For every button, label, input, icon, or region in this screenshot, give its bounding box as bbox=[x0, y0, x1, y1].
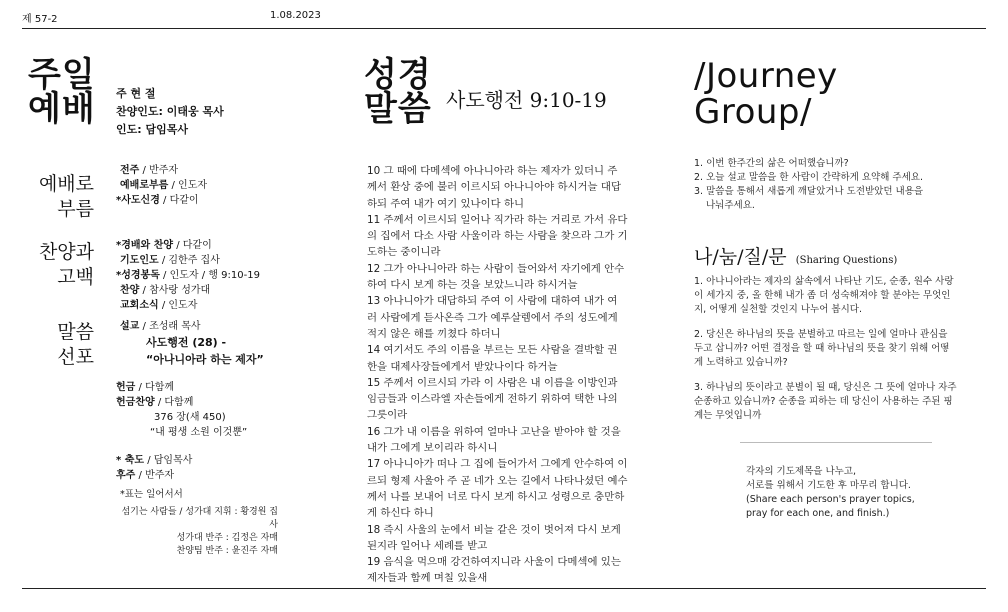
scripture-line: 르되 형제 사울아 주 곧 네가 오는 길에서 나타나셨던 예수 bbox=[367, 474, 628, 487]
scripture-line: 의 집에서 다소 사람 사울이라 하는 사람을 찾으라 그가 기 bbox=[367, 230, 628, 243]
order-item-label: * 축도 bbox=[116, 455, 145, 466]
order-item: 후주 / 반주자 bbox=[116, 470, 175, 481]
order-item-label: 예배로부름 bbox=[120, 180, 169, 191]
sharing-question-3 bbox=[694, 381, 957, 423]
section-call-to-worship-items bbox=[116, 163, 207, 208]
bottom-rule bbox=[22, 588, 986, 589]
journey-title-line2: Group/ bbox=[694, 92, 812, 132]
journey-question: 3. 말씀을 통해서 새롭게 깨달았거나 도전받았던 내용을 bbox=[694, 186, 924, 197]
order-item-label: 헌금 bbox=[116, 382, 136, 393]
order-item-label: 교회소식 bbox=[120, 300, 159, 311]
section-title-line1: 예배로 bbox=[38, 173, 94, 195]
scripture-line: 적지 않은 해를 끼쳤다 하더니 bbox=[367, 327, 501, 340]
standing-note: *표는 일어서서 bbox=[120, 489, 183, 500]
scripture-line: 제자들과 함께 며칠 있을새 bbox=[367, 572, 488, 585]
scripture-line: 하되 주여 내가 여기 있나이다 하니 bbox=[367, 197, 525, 210]
order-item-detail: 다함께 bbox=[145, 382, 175, 393]
order-item-detail: 다함께 bbox=[164, 397, 194, 408]
scripture-line: 러 사람에게 듣사온즉 그가 예루살렘에서 주의 성도에게 bbox=[367, 311, 618, 324]
scripture-line: 그릇이라 bbox=[367, 409, 408, 422]
sharing-header bbox=[694, 242, 897, 269]
scripture-line: 한을 대제사장들에게서 받았나이다 하거늘 bbox=[367, 360, 558, 373]
order-item-detail: 인도자 bbox=[168, 300, 198, 311]
order-item-detail: 인도자 bbox=[178, 180, 208, 191]
section-title-line1: 말씀 bbox=[57, 321, 94, 343]
scripture-line: 18 즉시 사울의 눈에서 비늘 같은 것이 벗어져 다시 보게 bbox=[367, 523, 621, 536]
order-item: 헌금 / 다함께 bbox=[116, 382, 175, 393]
order-item: 예배로부름 / 인도자 bbox=[120, 180, 208, 191]
scripture-line: 된지라 일어나 세례를 받고 bbox=[367, 539, 488, 552]
order-item: * 축도 / 담임목사 bbox=[116, 455, 193, 466]
servants-list bbox=[116, 506, 278, 558]
divider bbox=[740, 442, 932, 443]
scripture-line: 내가 그에게 보이리라 하시니 bbox=[367, 442, 498, 455]
sharing-subtitle: (Sharing Questions) bbox=[795, 255, 898, 266]
closing-instruction bbox=[746, 465, 915, 521]
word-title-line2: 말씀 bbox=[364, 89, 432, 129]
sharing-line: 두고 삽니까? 어떤 결정을 할 때 하나님의 뜻을 찾기 위해 어떻 bbox=[694, 343, 950, 354]
order-item-label: *경배와 찬양 bbox=[116, 240, 174, 251]
sharing-line: 순종하고 있습니까? 순종을 피하는 데 당신이 사용하는 주된 핑 bbox=[694, 396, 953, 407]
journey-questions bbox=[694, 157, 923, 213]
scripture-line: 16 그가 내 이름을 위하여 얼마나 고난을 받아야 할 것을 bbox=[367, 425, 621, 438]
section-call-to-worship-title bbox=[28, 172, 94, 222]
sharing-line: 게 노력하고 있습니까? bbox=[694, 357, 788, 368]
servant-line: 성가대 반주 : 김정은 자매 bbox=[176, 533, 278, 543]
journey-title-line1: /Journey bbox=[694, 56, 838, 96]
order-item: 전주 / 반주자 bbox=[120, 165, 179, 176]
offering-hymn-title: “내 평생 소원 이것뿐” bbox=[150, 427, 248, 438]
order-item-detail: 다같이 bbox=[182, 240, 212, 251]
sharing-line: 지, 어떻게 실천할 것인지 나누어 봅시다. bbox=[694, 304, 862, 315]
worship-title-line2: 예배 bbox=[28, 89, 96, 129]
scripture-line: 19 음식을 먹으매 강건하여지니라 사울이 다메섹에 있는 bbox=[367, 556, 621, 569]
closing-line: pray for each one, and finish.) bbox=[746, 508, 890, 519]
order-item-detail: 다같이 bbox=[169, 195, 199, 206]
scripture-line: 12 그가 아나니아라 하는 사람이 들어와서 자기에게 안수 bbox=[367, 262, 625, 275]
scripture-line: 17 아나니아가 떠나 그 집에 들어가서 그에게 안수하여 이 bbox=[367, 458, 628, 471]
order-item-detail: 참사랑 성가대 bbox=[149, 285, 211, 296]
scripture-line: 15 주께서 이르시되 가라 이 사람은 내 이름을 이방인과 bbox=[367, 376, 618, 389]
sermon-title-line2: “아나니아라 하는 제자” bbox=[146, 353, 264, 366]
scripture-line: 11 주께서 이르시되 일어나 직가라 하는 거리로 가서 유다 bbox=[367, 213, 628, 226]
sharing-line: 계는 무엇입니까 bbox=[694, 410, 762, 421]
order-item-label: 헌금찬양 bbox=[116, 397, 155, 408]
journey-question: 1. 이번 한주간의 삶은 어떠했습니까? bbox=[694, 158, 849, 169]
section-title-line2: 부름 bbox=[57, 198, 94, 220]
order-item-detail: 담임목사 bbox=[153, 455, 193, 466]
scripture-line: 도하는 중이니라 bbox=[367, 246, 441, 259]
scripture-line: 14 여기서도 주의 이름을 부르는 모든 사람을 결박할 권 bbox=[367, 344, 618, 357]
order-item: 헌금찬양 / 다함께 bbox=[116, 397, 194, 408]
order-item: 설교 / 조성래 목사 bbox=[120, 321, 201, 332]
bulletin-date: 1.08.2023 bbox=[270, 10, 321, 21]
spacer bbox=[116, 368, 264, 380]
top-rule bbox=[22, 28, 986, 29]
order-item: 찬양 / 참사랑 성가대 bbox=[120, 285, 211, 296]
scripture-line: 께서 나를 보내어 너로 다시 보게 하시고 성령으로 충만하 bbox=[367, 490, 625, 503]
journey-question: 나눠주세요. bbox=[706, 200, 755, 211]
section-sermon-items bbox=[116, 319, 264, 483]
scripture-line: 께서 환상 중에 불러 이르시되 아나니아야 하시거늘 대답 bbox=[367, 181, 621, 194]
word-title-line1: 성경 bbox=[364, 55, 432, 95]
sharing-question-1 bbox=[694, 275, 954, 317]
section-title-line2: 선포 bbox=[57, 346, 94, 368]
scripture-line: 게 하신다 하니 bbox=[367, 507, 434, 520]
spacer bbox=[116, 440, 264, 453]
scripture-line: 임금들과 이스라엘 자손들에게 전하기 위하여 택한 나의 bbox=[367, 393, 618, 406]
worship-title-line1: 주일 bbox=[28, 55, 96, 95]
journey-question: 2. 오늘 설교 말씀을 한 사람이 간략하게 요약해 주세요. bbox=[694, 172, 923, 183]
scripture-line: 하여 다시 보게 하는 것을 보았느니라 하시거늘 bbox=[367, 279, 578, 292]
order-item-label: *사도신경 bbox=[116, 195, 160, 206]
order-item-label: 전주 bbox=[120, 165, 140, 176]
order-item-label: 후주 bbox=[116, 470, 136, 481]
order-item-detail: 김한주 집사 bbox=[168, 255, 220, 266]
order-item: 교회소식 / 인도자 bbox=[120, 300, 198, 311]
servant-line: 찬양팀 반주 : 윤진주 자매 bbox=[176, 546, 278, 556]
sharing-line: 이 세가지 중, 올 한해 내가 좀 더 성숙해져야 할 분야는 무엇인 bbox=[694, 290, 951, 301]
offering-hymn: 376 장(새 450) bbox=[154, 412, 226, 423]
worship-title bbox=[28, 55, 96, 129]
praise-leader: 찬양인도: 이태웅 목사 bbox=[116, 105, 224, 118]
section-title-line1: 찬양과 bbox=[38, 241, 94, 263]
closing-line: (Share each person's prayer topics, bbox=[746, 494, 915, 505]
order-item-label: 기도인도 bbox=[120, 255, 159, 266]
order-item-detail: 반주자 bbox=[145, 470, 175, 481]
sharing-line: 3. 하나님의 뜻이라고 분별이 될 때, 당신은 그 뜻에 얼마나 자주 bbox=[694, 382, 957, 393]
section-praise-confession-items bbox=[116, 238, 260, 313]
order-item-detail: 반주자 bbox=[149, 165, 179, 176]
season-label: 주 현 절 bbox=[116, 87, 156, 100]
section-title-line2: 고백 bbox=[57, 266, 94, 288]
closing-line: 각자의 기도제목을 나누고, bbox=[746, 466, 857, 477]
worship-leader: 인도: 담임목사 bbox=[116, 123, 188, 136]
sharing-line: 2. 당신은 하나님의 뜻을 분별하고 따르는 일에 얼마나 관심을 bbox=[694, 329, 948, 340]
order-item: *성경봉독 / 인도자 / 행 9:10-19 bbox=[116, 270, 260, 281]
sermon-title bbox=[146, 334, 264, 368]
order-item: 기도인도 / 김한주 집사 bbox=[120, 255, 220, 266]
order-item-label: *성경봉독 bbox=[116, 270, 160, 281]
section-sermon-title bbox=[28, 320, 94, 370]
sermon-title-line1: 사도행전 (28) - bbox=[146, 336, 227, 349]
scripture-text bbox=[367, 163, 635, 587]
scripture-line: 13 아나니아가 대답하되 주여 이 사람에 대하여 내가 여 bbox=[367, 295, 618, 308]
scripture-line: 10 그 때에 다메섹에 아나니아라 하는 제자가 있더니 주 bbox=[367, 165, 618, 177]
order-item: *사도신경 / 다같이 bbox=[116, 195, 199, 206]
sharing-title: 나/눔/질/문 bbox=[694, 246, 787, 268]
order-item: *경배와 찬양 / 다같이 bbox=[116, 240, 212, 251]
sharing-question-2 bbox=[694, 328, 950, 370]
order-item-detail: 인도자 / 행 9:10-19 bbox=[169, 270, 260, 281]
sharing-line: 1. 아나니아라는 제자의 삶속에서 나타난 기도, 순종, 원수 사랑 bbox=[694, 276, 954, 287]
servant-line: 섬기는 사람들 / 성가대 지휘 : 황경원 집사 bbox=[121, 507, 278, 530]
scripture-reference: 사도행전 9:10-19 bbox=[446, 88, 607, 112]
section-praise-confession-title bbox=[28, 240, 94, 290]
journey-title bbox=[694, 58, 838, 130]
issue-number: 제 57-2 bbox=[22, 14, 58, 25]
order-item-detail: 조성래 목사 bbox=[149, 321, 201, 332]
order-item-label: 찬양 bbox=[120, 285, 140, 296]
order-item-label: 설교 bbox=[120, 321, 140, 332]
word-title bbox=[364, 55, 432, 129]
worship-info bbox=[116, 85, 224, 139]
closing-line: 서로를 위해서 기도한 후 마무리 합니다. bbox=[746, 480, 911, 491]
